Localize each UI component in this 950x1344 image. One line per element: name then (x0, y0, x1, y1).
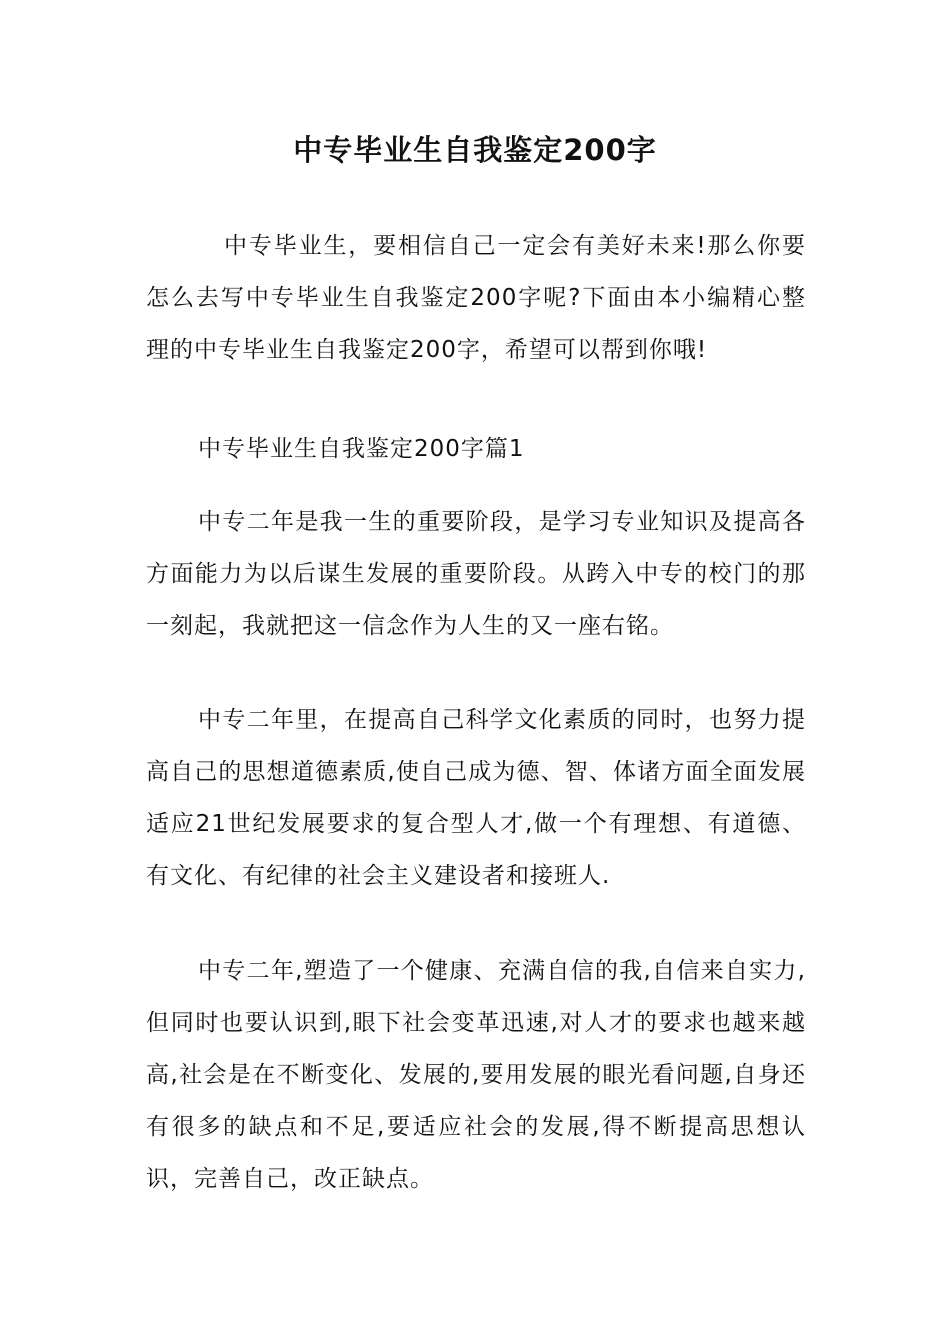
body-paragraph-2: 中专二年里，在提高自己科学文化素质的同时，也努力提高自己的思想道德素质,使自己成为德、智、体诸方面全面发展适应21世纪发展要求的复合型人才,做一个有理想、有道德、有文化、有纪律的社会主义建设者和接班人. (146, 707, 806, 889)
page-title: 中专毕业生自我鉴定200字 (293, 133, 657, 167)
body-paragraph-1: 中专二年是我一生的重要阶段，是学习专业知识及提高各方面能力为以后谋生发展的重要阶段。从跨入中专的校门的那一刻起，我就把这一信念作为人生的又一座右铭。 (146, 509, 806, 639)
intro-paragraph: 中专毕业生，要相信自己一定会有美好未来!那么你要怎么去写中专毕业生自我鉴定200字呢?下面由本小编精心整理的中专毕业生自我鉴定200字，希望可以帮到你哦! (146, 233, 806, 363)
body-paragraph-3: 中专二年,塑造了一个健康、充满自信的我,自信来自实力,但同时也要认识到,眼下社会变革迅速,对人才的要求也越来越高,社会是在不断变化、发展的,要用发展的眼光看问题,自身还有很多的缺点和不足,要适应社会的发展,得不断提高思想认识，完善自己，改正缺点。 (146, 958, 806, 1192)
section-heading: 中专毕业生自我鉴定200字篇1 (198, 436, 525, 462)
